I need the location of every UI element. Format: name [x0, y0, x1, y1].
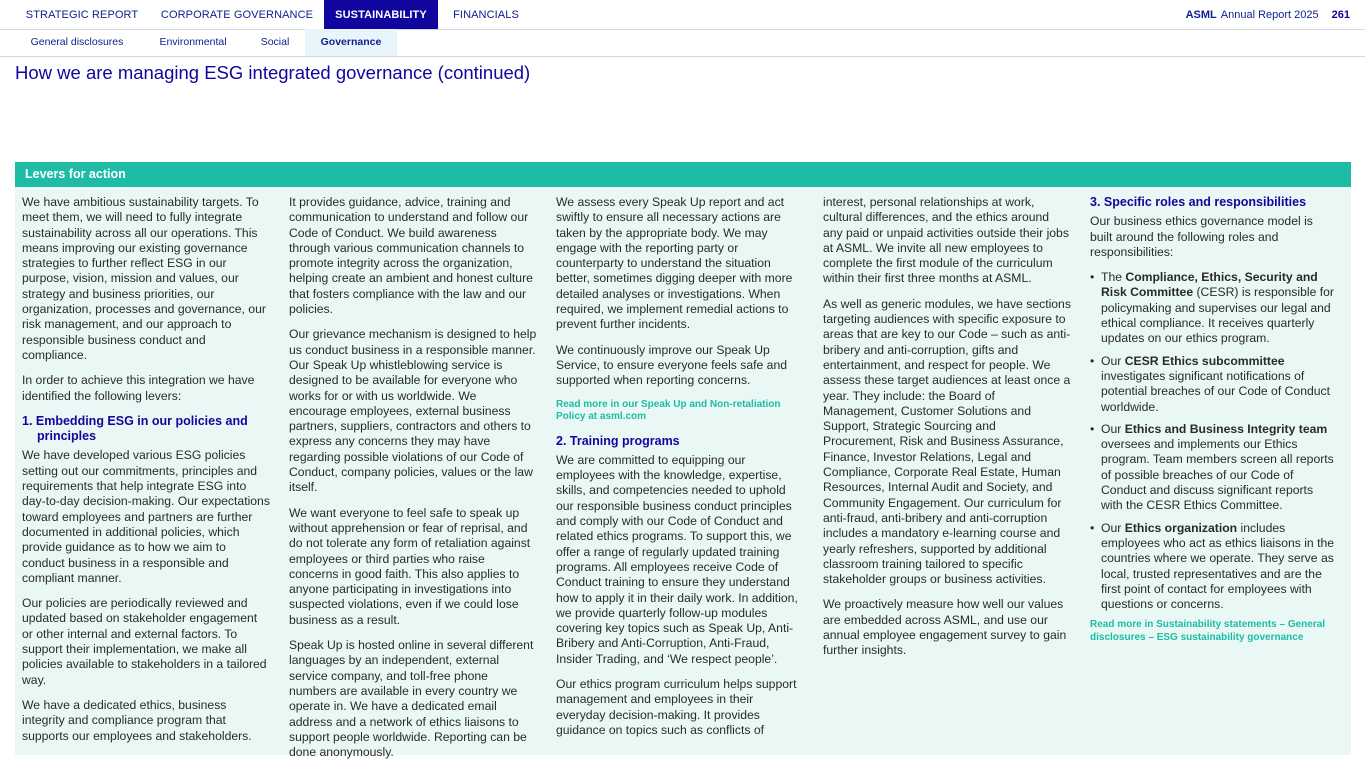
subtab-governance[interactable]: Governance [305, 29, 397, 56]
section-heading-1: 1. Embedding ESG in our policies and principles [22, 413, 248, 444]
bullet-icon: • [1090, 270, 1095, 285]
read-more-link-speak-up[interactable]: Read more in our Speak Up and Non-retaliation Policy at asml.com [556, 398, 781, 423]
column-1 [22, 195, 270, 754]
paragraph: Our ethics program curriculum helps support management and employees in their everyday decision-making. It provides guidance on topics such as conflicts of [556, 677, 797, 737]
subtab-general-disclosures[interactable]: General disclosures [30, 36, 124, 48]
paragraph: We are committed to equipping our employees with the knowledge, expertise, skills, and competencies needed to uphold our responsible business conduct principles and comply with our Code of Conduct and related ethics programs. To support this, we offer a range of regularly updated training programs. All employees receive Code of Conduct training to ensure they understand how to apply it in their daily work. In addition, we provide quarterly follow-up modules covering key topics such as Speak Up, Anti-Bribery and Anti-Corruption, Anti-Fraud, Insider Trading, and ‘We respect people’. [556, 452, 798, 666]
column-3 [556, 195, 804, 748]
tab-financials[interactable]: FINANCIALS [453, 9, 519, 21]
levers-panel [15, 162, 1351, 760]
paragraph: We want everyone to feel safe to speak up without apprehension or fear of reprisal, and do not tolerate any form of retaliation against employees or third parties who raise concerns in good faith. This also applies to anyone participating in investigations into suspected violations, even if we could lose business as a result. [289, 505, 531, 627]
subtab-environmental[interactable]: Environmental [159, 36, 227, 48]
tab-sustainability[interactable]: SUSTAINABILITY [324, 0, 438, 29]
paragraph: We proactively measure how well our values are embedded across ASML, and use our annual employee engagement survey to gain further insights. [823, 597, 1067, 658]
page-title: How we are managing ESG integrated governance (continued) [15, 62, 531, 83]
report-name: Annual Report 2025 [1220, 9, 1319, 21]
tab-strategic-report[interactable]: STRATEGIC REPORT [25, 9, 139, 21]
paragraph: In order to achieve this integration we have identified the following levers: [22, 373, 255, 403]
list-item: • Our Ethics and Business Integrity team oversees and implements our Ethics program. Team members screen all reports of possible breaches of our Code of Conduct and discuss significant reports with the CESR Ethics Committee. [1090, 421, 1334, 513]
paragraph: We continuously improve our Speak Up Service, to ensure everyone feels safe and supported when reporting concerns. [556, 342, 788, 388]
list-item: • Our CESR Ethics subcommittee investigates significant notifications of potential breaches of our Code of Conduct worldwide. [1090, 353, 1331, 414]
paragraph: We assess every Speak Up report and act swiftly to ensure all necessary actions are taken by the appropriate body. We may engage with the reporting party or counterparty to understand the situation better, sometimes digging deeper with more detailed analyses or investigations. When required, we implement remedial actions to prevent further incidents. [556, 195, 793, 332]
paragraph: Our grievance mechanism is designed to help us conduct business in a responsible manner. Our Speak Up whistleblowing service is designed to be available for everyone who works for or with us worldwide. We encourage employees, external business partners, suppliers, contractors and others to express any concerns they may have regarding possible violations of our Code of Conduct, company policies, values or the law itself. [289, 327, 537, 495]
bullet-icon: • [1090, 520, 1095, 535]
column-2 [289, 195, 537, 770]
paragraph: Our policies are periodically reviewed and updated based on stakeholder engagement or other internal and external factors. To support their implementation, we make all policies available to stakeholders in a tailored way. [22, 596, 267, 687]
paragraph: interest, personal relationships at work, cultural differences, and the ethics around any paid or unpaid activities outside their jobs at ASML. We invite all new employees to complete the first module of the curriculum within their first three months at ASML. [823, 195, 1069, 286]
read-more-link-governance[interactable]: Read more in Sustainability statements – General disclosures – ESG sustainability governance [1090, 619, 1326, 643]
sub-navigation [0, 29, 1365, 57]
bullet-icon: • [1090, 353, 1095, 368]
paragraph: As well as generic modules, we have sections targeting audiences with specific exposure to areas that are key to our Code – such as anti-bribery and anti-corruption, gifts and entertainment, and respect for people. We assess these target audiences at least once a year. They include: the Board of Management, Customer Solutions and Support, Strategic Sourcing and Procurement, Risk and Business Assurance, Finance, Investor Relations, Legal and Compliance, Corporate Real Estate, Human Resources, Internal Audit and Society, and Community Engagement. Our curriculum for anti-fraud, anti-bribery and anti-corruption includes a mandatory e-learning course and yearly refreshers, supported by additional classroom training tailored to specific stakeholder groups or business activities. [823, 296, 1071, 587]
page-number: 261 [1331, 9, 1350, 21]
paragraph: It provides guidance, advice, training and communication to understand and follow our Code of Conduct. We build awareness through various communication channels to promote integrity across the organization, helping create an ambient and honest culture that fosters compliance with the law and our policies. [289, 195, 533, 317]
tab-corporate-governance[interactable]: CORPORATE GOVERNANCE [160, 9, 314, 21]
list-item: • Our Ethics organization includes employees who act as ethics liaisons in the countries where we operate. They serve as local, trusted representatives and are the first point of contact for employees with questions or concerns. [1090, 520, 1335, 612]
bullet-icon: • [1090, 421, 1095, 436]
paragraph: Our business ethics governance model is built around the following roles and responsibilities: [1090, 214, 1313, 259]
report-brand [1186, 0, 1365, 29]
paragraph: Speak Up is hosted online in several different languages by an independent, external service company, and toll-free phone numbers are available in every country we operate in. We have a dedicated email address and a network of ethics liaisons to support people worldwide. Reporting can be done anonymously. [289, 638, 534, 760]
paragraph: We have ambitious sustainability targets. To meet them, we will need to fully integrate sustainability across all our operations. This means improving our existing governance strategies to further reflect ESG in our purpose, vision, mission and values, our strategy and business priorities, our organization, processes and governance, our risk management, and our approach to responsible business conduct and compliance. [22, 195, 266, 362]
panel-header: Levers for action [15, 162, 1351, 187]
paragraph: We have a dedicated ethics, business integrity and compliance program that supports our employees and stakeholders. [22, 697, 252, 743]
column-5 [1090, 195, 1338, 654]
list-item: • The Compliance, Ethics, Security and Risk Committee (CESR) is responsible for policymaking and supervises our legal and ethical compliance. It receives quarterly updates on our ethics program. [1090, 270, 1334, 346]
paragraph: We have developed various ESG policies setting out our commitments, principles and requirements that help integrate ESG into day-to-day decision-making. Our expectations toward employees and partners are further documented in additional policies, which provide guidance as to how we aim to conduct business in a responsible and compliant manner. [22, 448, 270, 585]
asml-logo-text: ASML [1185, 9, 1217, 21]
top-navigation [0, 0, 1365, 30]
column-4 [823, 195, 1071, 669]
subtab-social[interactable]: Social [260, 36, 290, 48]
section-heading-3: 3. Specific roles and responsibilities [1090, 195, 1307, 209]
section-heading-2: 2. Training programs [556, 433, 680, 448]
